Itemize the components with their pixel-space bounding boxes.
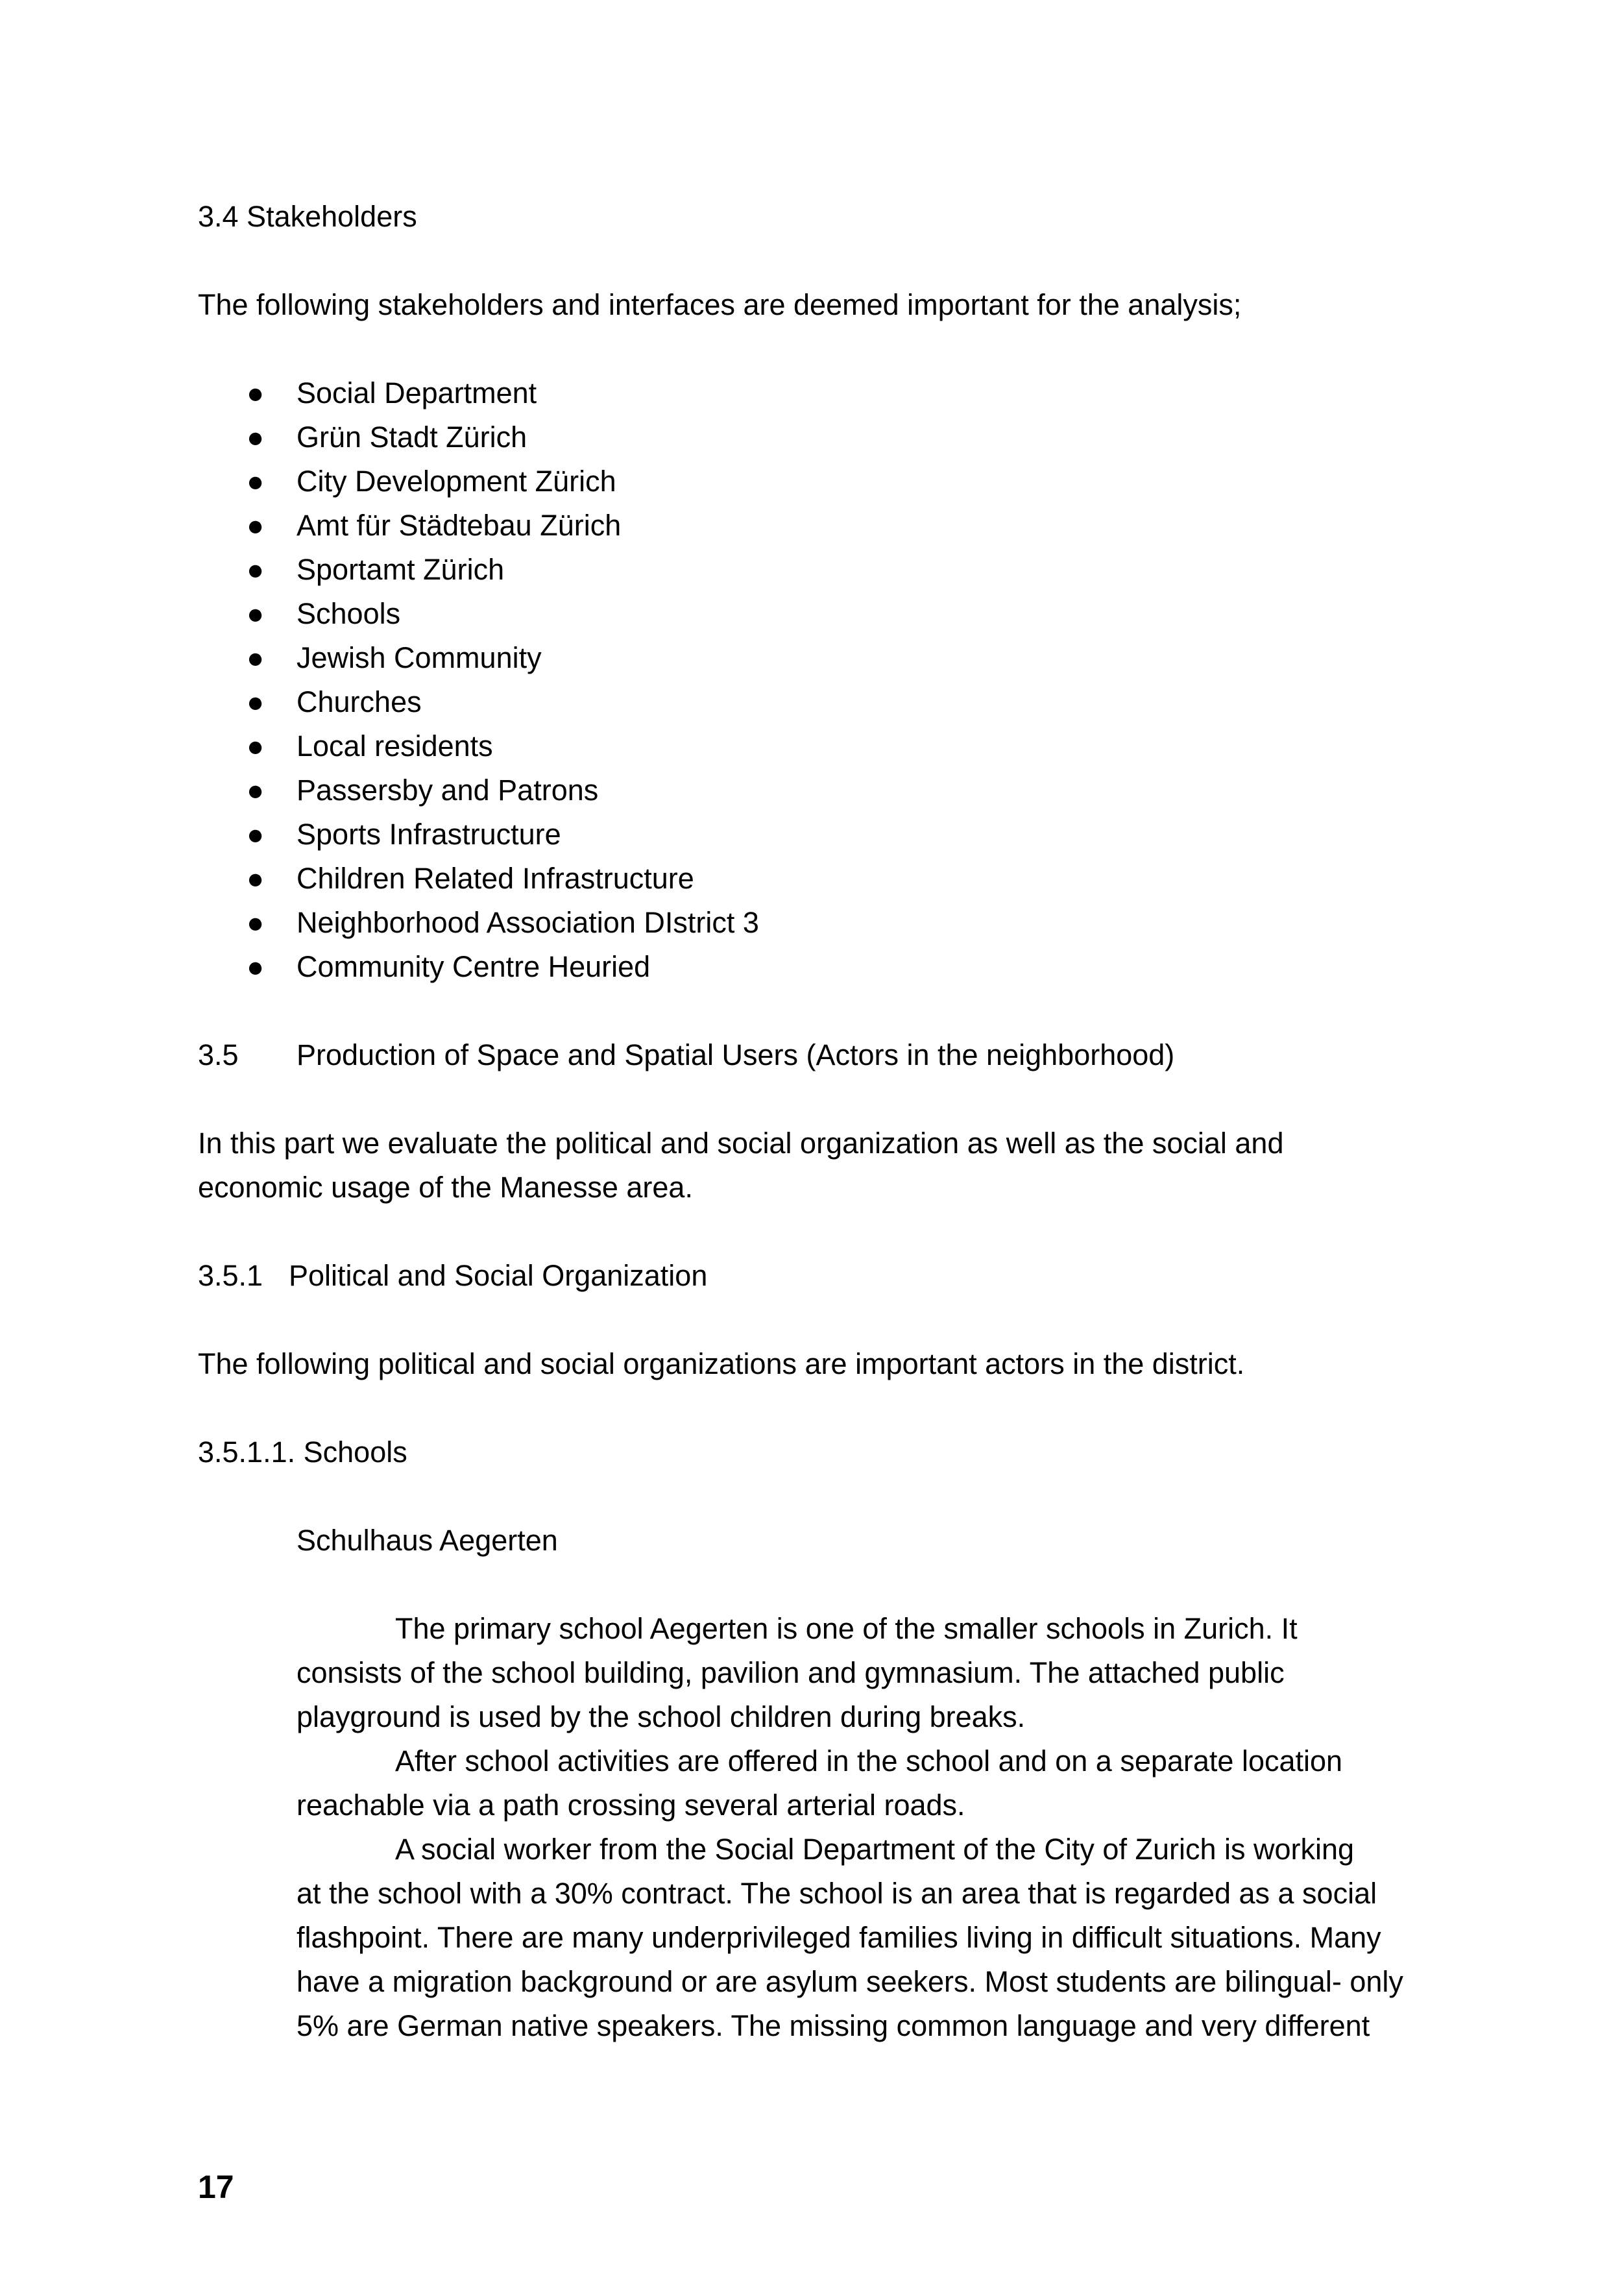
bullet-icon: ● (247, 729, 265, 763)
list-item (0, 592, 1622, 636)
bullet-icon: ● (247, 376, 265, 409)
list-item-label: Passersby and Patrons (297, 774, 599, 807)
bullet-icon: ● (247, 818, 265, 851)
section-3-5-intro-line: In this part we evaluate the political and social organization as well as the social and (198, 1127, 1284, 1160)
bullet-icon: ● (247, 685, 265, 718)
list-item-label: Schools (297, 597, 401, 630)
paragraph-line: consists of the school building, pavilion and gymnasium. The attached public (297, 1656, 1285, 1689)
stakeholder-list (0, 371, 1622, 989)
section-heading-3-5-1 (0, 1254, 1622, 1298)
bullet-icon: ● (247, 465, 265, 498)
document-page (0, 195, 1622, 2048)
bullet-icon: ● (247, 906, 265, 939)
list-item-label: City Development Zürich (297, 465, 616, 498)
bullet-icon: ● (247, 421, 265, 454)
paragraph-line: playground is used by the school children during breaks. (297, 1700, 1026, 1733)
paragraph-line: flashpoint. There are many underprivileged families living in difficult situations. Many (297, 1921, 1381, 1954)
subheading-schulhaus-aegerten: Schulhaus Aegerten (297, 1524, 558, 1557)
section-3-5-intro-line: economic usage of the Manesse area. (198, 1171, 693, 1204)
list-item-label: Grün Stadt Zürich (297, 421, 527, 454)
list-item-label: Jewish Community (297, 641, 542, 674)
list-item (0, 371, 1622, 415)
list-item (0, 724, 1622, 768)
section-number: 3.5.1 (198, 1259, 263, 1292)
section-title: Production of Space and Spatial Users (Actors in the neighborhood) (297, 1038, 1175, 1071)
list-item (0, 945, 1622, 989)
section-number: 3.5 (198, 1038, 239, 1071)
bullet-icon: ● (247, 862, 265, 895)
bullet-icon: ● (247, 641, 265, 674)
page-number: 17 (198, 2169, 234, 2205)
bullet-icon: ● (247, 774, 265, 807)
list-item (0, 459, 1622, 504)
list-item-label: Sports Infrastructure (297, 818, 561, 851)
bullet-icon: ● (247, 553, 265, 586)
list-item (0, 857, 1622, 901)
paragraph-line: 5% are German native speakers. The missing common language and very different (297, 2009, 1370, 2042)
list-item (0, 901, 1622, 945)
list-item (0, 548, 1622, 592)
paragraph-line: The primary school Aegerten is one of the smaller schools in Zurich. It (395, 1612, 1298, 1645)
bullet-icon: ● (247, 597, 265, 630)
list-item-label: Local residents (297, 729, 493, 763)
paragraph-line: reachable via a path crossing several arterial roads. (297, 1789, 965, 1822)
list-item-label: Churches (297, 685, 422, 718)
bullet-icon: ● (247, 950, 265, 983)
list-item-label: Sportamt Zürich (297, 553, 505, 586)
paragraph-line: have a migration background or are asylum seekers. Most students are bilingual- only (297, 1965, 1403, 1998)
section-heading-3-5-1-1: 3.5.1.1. Schools (198, 1435, 407, 1469)
list-item-label: Neighborhood Association DIstrict 3 (297, 906, 759, 939)
stakeholders-intro: The following stakeholders and interfaces are deemed important for the analysis; (198, 288, 1242, 321)
bullet-icon: ● (247, 509, 265, 542)
section-heading-3-5 (0, 1033, 1622, 1077)
section-title: Political and Social Organization (289, 1259, 708, 1292)
list-item (0, 415, 1622, 459)
list-item-label: Amt für Städtebau Zürich (297, 509, 622, 542)
list-item (0, 504, 1622, 548)
list-item-label: Social Department (297, 376, 537, 409)
paragraph-line: at the school with a 30% contract. The school is an area that is regarded as a social (297, 1877, 1377, 1910)
section-heading-3-4: 3.4 Stakeholders (198, 200, 417, 233)
list-item-label: Children Related Infrastructure (297, 862, 694, 895)
list-item (0, 812, 1622, 857)
body-paragraphs (0, 1607, 1622, 2048)
list-item (0, 768, 1622, 812)
list-item (0, 636, 1622, 680)
section-3-5-1-intro: The following political and social organizations are important actors in the district. (198, 1347, 1245, 1380)
list-item (0, 680, 1622, 724)
paragraph-line: A social worker from the Social Department of the City of Zurich is working (395, 1833, 1355, 1866)
paragraph-line: After school activities are offered in the school and on a separate location (395, 1744, 1343, 1777)
list-item-label: Community Centre Heuried (297, 950, 651, 983)
